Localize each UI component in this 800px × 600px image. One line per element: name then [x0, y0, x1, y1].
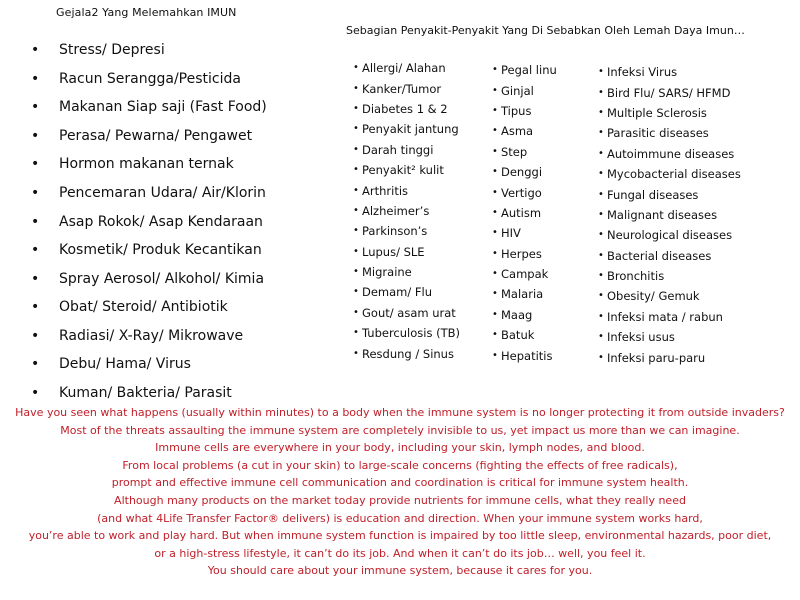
list-item-label: Racun Serangga/Pesticida: [59, 70, 241, 87]
bullet-icon: •: [31, 42, 40, 59]
list-item: [31, 207, 267, 236]
list-item: [598, 205, 741, 225]
list-item: [492, 121, 557, 141]
list-item: [353, 119, 460, 139]
list-item: [598, 246, 741, 266]
list-item: [31, 350, 267, 379]
bullet-icon: •: [598, 86, 604, 98]
list-item-label: Makanan Siap saji (Fast Food): [59, 99, 267, 116]
paragraph-line: prompt and effective immune cell communication and coordination is critical for immune system health.: [111, 476, 689, 490]
list-item: [353, 201, 460, 221]
bullet-icon: •: [31, 242, 40, 259]
bullet-icon: •: [353, 306, 359, 318]
bullet-icon: •: [492, 349, 498, 361]
paragraph-line: (and what 4Life Transfer Factor® delivers) is education and direction. When your immune system works hard,: [97, 511, 703, 525]
bullet-icon: •: [353, 184, 359, 196]
bullet-icon: •: [353, 62, 359, 74]
bullet-icon: •: [598, 188, 604, 200]
bullet-icon: •: [598, 331, 604, 343]
list-item: [353, 282, 460, 302]
list-item-label: Pencemaran Udara/ Air/Klorin: [59, 185, 266, 201]
list-item: [353, 242, 460, 262]
list-item: [492, 101, 557, 121]
bullet-icon: •: [353, 123, 359, 135]
paragraph-line: You should care about your immune system, because it cares for you.: [207, 564, 593, 578]
list-item: [492, 80, 557, 100]
bullet-icon: •: [492, 329, 498, 341]
list-item-label: Bronchitis: [607, 269, 665, 284]
list-item-label: Autism: [501, 205, 542, 220]
list-item: [31, 236, 267, 265]
bullet-icon: •: [353, 327, 359, 339]
diseases-column-2: [492, 60, 557, 366]
list-item-label: Radiasi/ X-Ray/ Mikrowave: [59, 327, 244, 344]
bullet-icon: •: [598, 290, 604, 302]
bullet-icon: •: [31, 99, 40, 116]
list-item-label: Fungal diseases: [607, 187, 699, 202]
paragraph-line: Immune cells are everywhere in your body, including your skin, lymph nodes, and blood.: [155, 441, 645, 455]
list-item-label: Parasitic diseases: [607, 126, 709, 141]
bullet-icon: •: [31, 299, 40, 316]
list-item-label: Maag: [501, 307, 533, 322]
list-item: [353, 343, 460, 363]
list-item-label: Pegal linu: [501, 63, 557, 78]
list-item: [598, 266, 741, 286]
bullet-icon: •: [31, 327, 40, 344]
bullet-icon: •: [31, 356, 40, 373]
list-item: [31, 379, 267, 408]
list-item: [492, 264, 557, 284]
list-item-label: Kuman/ Bakteria/ Parasit: [59, 384, 232, 401]
list-item-label: Spray Aerosol/ Alkohol/ Kimia: [59, 270, 265, 287]
bullet-icon: •: [598, 351, 604, 363]
list-item: [353, 78, 460, 98]
paragraph-line: you’re able to work and play hard. But when immune system function is impaired by too little sleep, environmental hazards, poor diet,: [28, 529, 772, 543]
bullet-icon: •: [353, 266, 359, 278]
list-item: [598, 164, 741, 184]
list-item: [31, 150, 267, 179]
list-item-label: Stress/ Depresi: [59, 42, 165, 59]
list-item: [598, 144, 741, 164]
list-item: [31, 122, 267, 151]
list-item-label: Diabetes 1 & 2: [362, 101, 448, 116]
diseases-column-1: [353, 58, 460, 364]
bullet-icon: •: [492, 186, 498, 198]
bullet-icon: •: [598, 270, 604, 282]
list-item-label: Mycobacterial diseases: [607, 167, 741, 182]
list-item: [492, 345, 557, 365]
list-item-label: Migraine: [362, 265, 412, 280]
list-item-label: Obat/ Steroid/ Antibiotik: [59, 299, 228, 316]
paragraph-line: or a high-stress lifestyle, it can’t do its job. And when it can’t do its job… well, you feel it.: [154, 546, 646, 560]
list-item-label: Batuk: [501, 328, 535, 343]
list-item-label: Darah tinggi: [362, 142, 434, 157]
bullet-icon: •: [31, 156, 40, 173]
list-item: [353, 160, 460, 180]
bullet-icon: •: [353, 245, 359, 257]
list-item-label: Tipus: [501, 103, 532, 118]
list-item: [353, 323, 460, 343]
bullet-icon: •: [353, 286, 359, 298]
immune-paragraph: [0, 404, 800, 580]
bullet-icon: •: [598, 249, 604, 261]
list-item-label: Arthritis: [362, 183, 409, 198]
paragraph-line: Although many products on the market today provide nutrients for immune cells, what they really need: [114, 493, 686, 507]
list-item-label: Demam/ Flu: [362, 285, 433, 300]
bullet-icon: •: [492, 104, 498, 116]
bullet-icon: •: [492, 125, 498, 137]
list-item: [353, 180, 460, 200]
bullet-icon: •: [492, 206, 498, 218]
list-item-label: Parkinson’s: [362, 224, 428, 239]
bullet-icon: •: [492, 247, 498, 259]
bullet-icon: •: [598, 147, 604, 159]
list-item-label: Herpes: [501, 246, 542, 261]
bullet-icon: •: [598, 106, 604, 118]
list-item: [492, 223, 557, 243]
list-item: [353, 303, 460, 323]
bullet-icon: •: [492, 308, 498, 320]
bullet-icon: •: [353, 225, 359, 237]
paragraph-line: Most of the threats assaulting the immune system are completely invisible to us, yet impact us more than we can imagine.: [60, 423, 740, 437]
list-item-label: Campak: [501, 267, 549, 282]
bullet-icon: •: [598, 229, 604, 241]
list-item-label: Vertigo: [501, 185, 542, 200]
bullet-icon: •: [598, 310, 604, 322]
list-item: [492, 162, 557, 182]
bullet-icon: •: [353, 82, 359, 94]
list-item: [31, 179, 267, 208]
bullet-icon: •: [492, 145, 498, 157]
list-item: [598, 327, 741, 347]
list-item-label: Debu/ Hama/ Virus: [59, 356, 191, 373]
bullet-icon: •: [31, 185, 40, 201]
bullet-icon: •: [353, 143, 359, 155]
paragraph-line: From local problems (a cut in your skin) to large-scale concerns (fighting the effects of free radicals),: [122, 458, 678, 472]
weakening-factors-list: [31, 36, 267, 407]
list-item-label: Penyakit jantung: [362, 122, 459, 137]
bullet-icon: •: [598, 66, 604, 78]
list-item: [492, 203, 557, 223]
list-item: [492, 325, 557, 345]
list-item: [492, 305, 557, 325]
list-item-label: Ginjal: [501, 83, 534, 98]
list-item-label: Malignant diseases: [607, 207, 718, 222]
list-item: [598, 347, 741, 367]
list-item: [492, 284, 557, 304]
bullet-icon: •: [31, 384, 40, 401]
list-item: [492, 244, 557, 264]
list-item: [31, 93, 267, 122]
list-item-label: HIV: [501, 226, 521, 241]
list-item-label: Step: [501, 144, 528, 159]
list-item-label: Autoimmune diseases: [607, 146, 735, 161]
list-item-label: Infeksi paru-paru: [607, 350, 706, 365]
list-item-label: Allergi/ Alahan: [362, 61, 446, 76]
bullet-icon: •: [492, 84, 498, 96]
list-item: [598, 123, 741, 143]
list-item-label: Obesity/ Gemuk: [607, 289, 700, 304]
bullet-icon: •: [353, 204, 359, 216]
list-item: [31, 321, 267, 350]
list-item-label: Gout/ asam urat: [362, 305, 456, 320]
bullet-icon: •: [31, 127, 40, 144]
list-item-label: Infeksi mata / rabun: [607, 309, 723, 324]
bullet-icon: •: [598, 208, 604, 220]
diseases-title: Sebagian Penyakit-Penyakit Yang Di Sebabkan Oleh Lemah Daya Imun…: [346, 24, 745, 37]
list-item: [598, 184, 741, 204]
list-item: [598, 82, 741, 102]
bullet-icon: •: [492, 64, 498, 76]
list-item-label: Malaria: [501, 287, 544, 302]
list-item-label: Lupus/ SLE: [362, 244, 425, 259]
list-item-label: Kanker/Tumor: [362, 81, 442, 96]
list-item: [492, 142, 557, 162]
list-item: [353, 58, 460, 78]
list-item-label: Perasa/ Pewarna/ Pengawet: [59, 127, 253, 144]
list-item: [598, 286, 741, 306]
bullet-icon: •: [353, 102, 359, 114]
list-item: [598, 225, 741, 245]
paragraph-line: Have you seen what happens (usually within minutes) to a body when the immune system is no longer protecting it from outside invaders?: [15, 406, 785, 419]
list-item: [492, 60, 557, 80]
list-item-label: Penyakit² kulit: [362, 163, 444, 178]
list-item: [31, 264, 267, 293]
list-item: [31, 65, 267, 94]
bullet-icon: •: [598, 127, 604, 139]
bullet-icon: •: [31, 270, 40, 287]
bullet-icon: •: [353, 164, 359, 176]
list-item-label: Denggi: [501, 165, 543, 180]
list-item-label: Multiple Sclerosis: [607, 105, 707, 120]
list-item-label: Asma: [501, 124, 534, 139]
list-item: [353, 99, 460, 119]
weakening-factors-title: Gejala2 Yang Melemahkan IMUN: [56, 6, 237, 19]
bullet-icon: •: [492, 227, 498, 239]
bullet-icon: •: [492, 288, 498, 300]
bullet-icon: •: [492, 268, 498, 280]
list-item: [353, 140, 460, 160]
list-item-label: Infeksi usus: [607, 330, 675, 345]
bullet-icon: •: [598, 168, 604, 180]
bullet-icon: •: [31, 213, 40, 230]
list-item-label: Bird Flu/ SARS/ HFMD: [607, 85, 731, 100]
list-item-label: Infeksi Virus: [607, 65, 678, 80]
bullet-icon: •: [353, 347, 359, 359]
list-item: [353, 262, 460, 282]
list-item-label: Hormon makanan ternak: [59, 156, 234, 173]
list-item-label: Bacterial diseases: [607, 248, 712, 263]
list-item-label: Hepatitis: [501, 348, 553, 363]
list-item: [598, 307, 741, 327]
list-item: [31, 293, 267, 322]
bullet-icon: •: [492, 166, 498, 178]
diseases-column-3: [598, 62, 741, 368]
list-item-label: Tuberculosis (TB): [362, 326, 460, 341]
list-item: [492, 182, 557, 202]
list-item: [598, 103, 741, 123]
list-item-label: Asap Rokok/ Asap Kendaraan: [59, 213, 263, 230]
list-item-label: Alzheimer’s: [362, 203, 430, 218]
list-item-label: Resdung / Sinus: [362, 346, 454, 361]
list-item: [598, 62, 741, 82]
list-item: [353, 221, 460, 241]
list-item-label: Neurological diseases: [607, 228, 733, 243]
bullet-icon: •: [31, 70, 40, 87]
list-item-label: Kosmetik/ Produk Kecantikan: [59, 242, 262, 259]
list-item: [31, 36, 267, 65]
